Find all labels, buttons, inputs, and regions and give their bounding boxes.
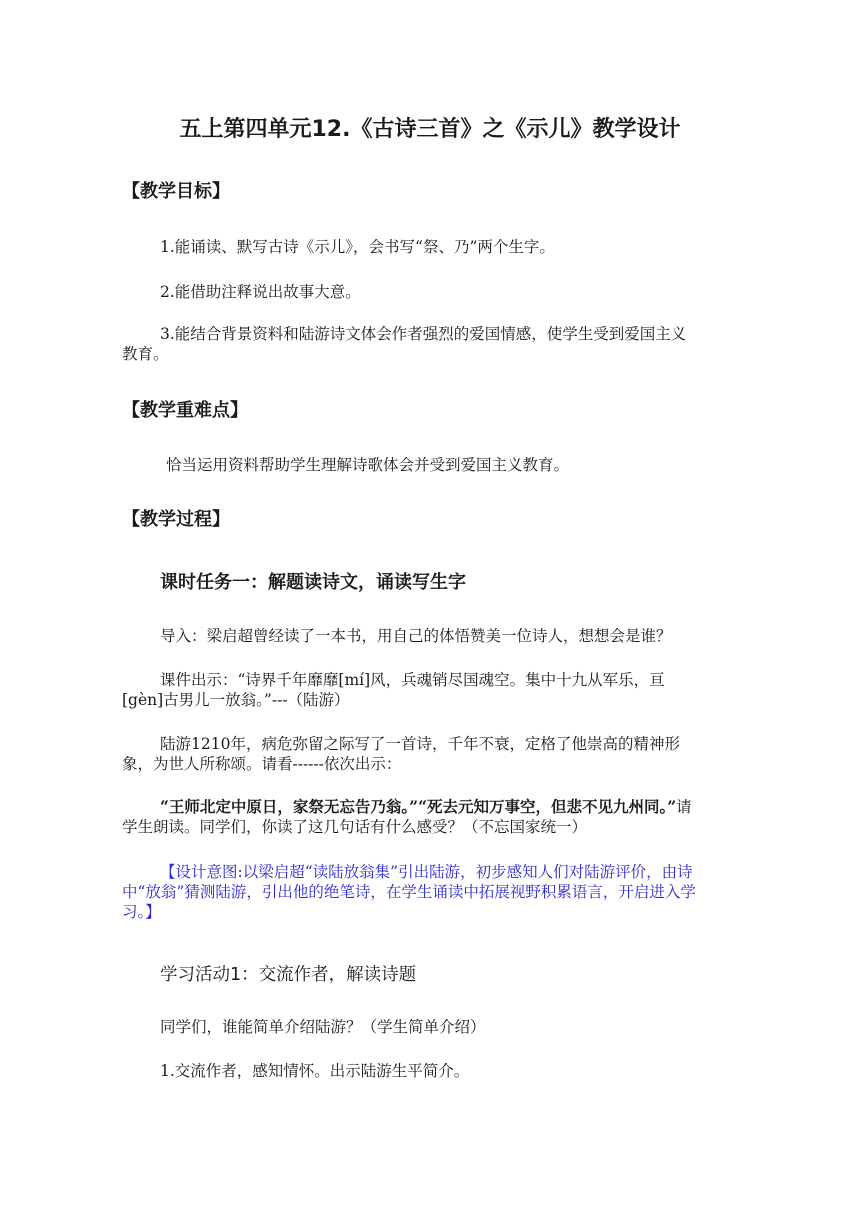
courseware-paragraph: 课件出示：“诗界千年靡靡[mí]风，兵魂销尽国魂空。集中十九从军乐，亘[gèn]古男儿一放翁。”---（陆游）: [122, 671, 665, 709]
objective-item-1: 1.能诵读、默写古诗《示儿》，会书写“祭、乃”两个生字。: [160, 238, 555, 256]
ask-paragraph: 同学们，谁能简单介绍陆游？（学生简单介绍）: [160, 1018, 486, 1036]
key-points-heading: 【教学重难点】: [122, 400, 248, 421]
poem-quote: “王师北定中原日，家祭无忘告乃翁。”“死去元知万事空，但悲不见九州同。”: [160, 797, 677, 816]
key-points-text: 恰当运用资料帮助学生理解诗歌体会并受到爱国主义教育。: [166, 456, 570, 474]
process-heading: 【教学过程】: [122, 509, 230, 530]
quote-question: 请学生朗读。同学们，你读了这几句话有什么感受？（不忘国家统一）: [122, 798, 692, 836]
document-title: 五上第四单元12.《古诗三首》之《示儿》教学设计: [179, 117, 681, 142]
design-intent-paragraph: 【设计意图:以梁启超“读陆放翁集”引出陆游，初步感知人们对陆游评价，由诗中“放翁”猜测陆游，引出他的绝笔诗，在学生诵读中拓展视野积累语言，开启进入学习。】: [122, 863, 696, 921]
objective-item-3: 3.能结合背景资料和陆游诗文体会作者强烈的爱国情感，使学生受到爱国主义教育。: [122, 325, 687, 363]
intro-paragraph: 导入：梁启超曾经读了一本书，用自己的体悟赞美一位诗人，想想会是谁？: [160, 627, 672, 645]
luyou-paragraph: 陆游1210年，病危弥留之际写了一首诗，千年不衰，定格了他崇高的精神形象，为世人所称颂。请看------依次出示：: [122, 735, 680, 773]
objective-item-2: 2.能借助注释说出故事大意。: [160, 283, 361, 301]
task-1-heading: 课时任务一：解题读诗文，诵读写生字: [160, 572, 466, 593]
objectives-heading: 【教学目标】: [122, 181, 230, 202]
quote-paragraph: [122, 797, 696, 837]
activity-1-heading: 学习活动1：交流作者，解读诗题: [160, 965, 417, 985]
step-1-paragraph: 1.交流作者，感知情怀。出示陆游生平简介。: [160, 1062, 470, 1080]
